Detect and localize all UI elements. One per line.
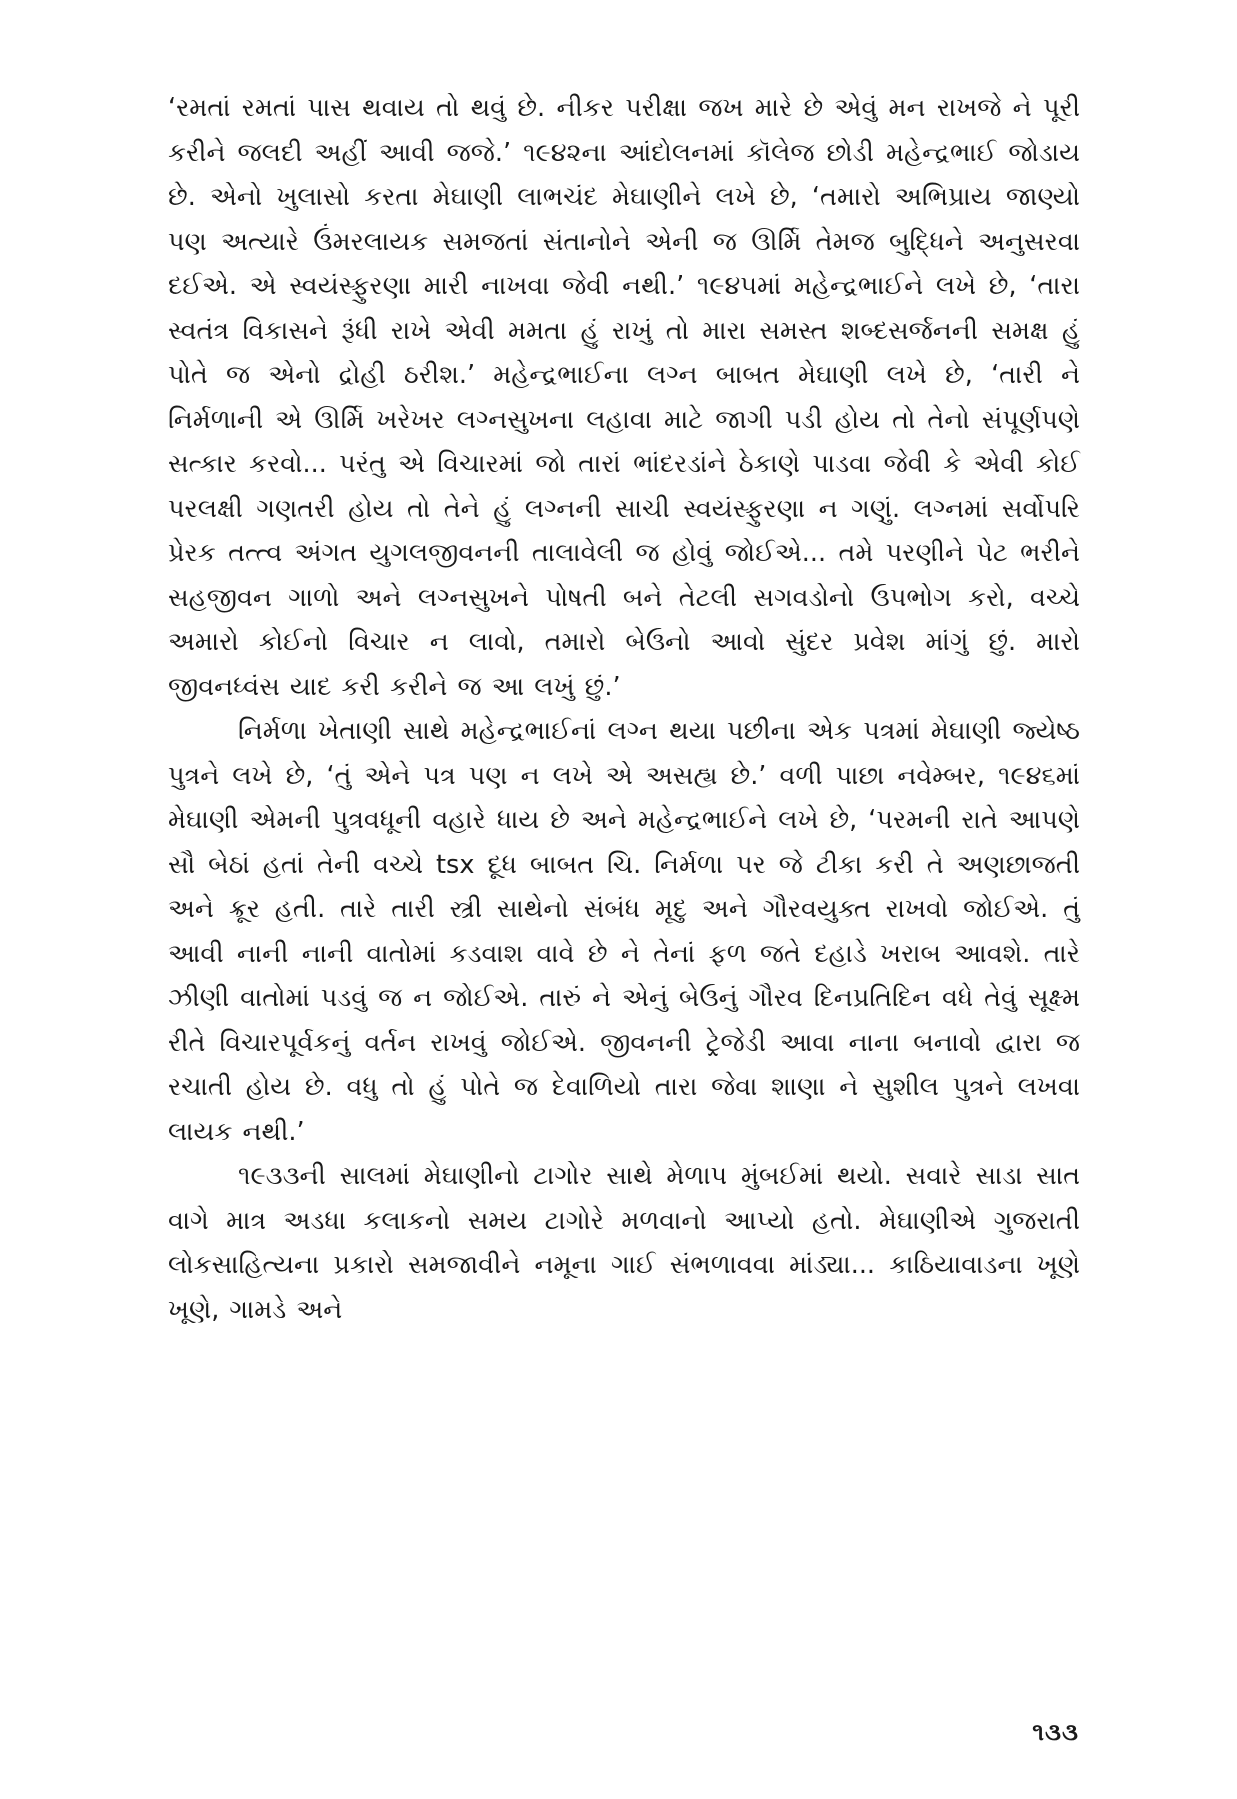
body-text xyxy=(168,86,1080,1332)
paragraph-2: નિર્મળા ખેતાણી સાથે મહેન્દ્રભાઈનાં લગ્ન થયા પછીના એક પત્રમાં મેઘાણી જ્યેષ્ઠ પુત્રને લખે છે, ‘તું એને પત્ર પણ ન લખે એ અસહ્ય છે.’ વળી પાછા નવેમ્બર, ૧૯૪૬માં મેઘાણી એમની પુત્રવધૂની વહારે ધાય છે અને મહેન્દ્રભાઈને લખે છે, ‘પરમની રાતે આપણે સૌ બેઠાં હતાં તેની વચ્ચે tsx દૂધ બાબત ચિ. નિર્મળા પર જે ટીકા કરી તે અણછાજતી અને ક્રૂર હતી. તારે તારી સ્ત્રી સાથેનો સંબંધ મૃદુ અને ગૌરવયુક્ત રાખવો જોઈએ. તું આવી નાની નાની વાતોમાં કડવાશ વાવે છે ને તેનાં ફળ જતે દહાડે ખરાબ આવશે. તારે ઝીણી વાતોમાં પડવું જ ન જોઈએ. તારું ને એનું બેઉનું ગૌરવ દિનપ્રતિદિન વધે તેવું સૂક્ષ્મ રીતે વિચારપૂર્વકનું વર્તન રાખવું જોઈએ. જીવનની ટ્રેજેડી આવા નાના બનાવો દ્વારા જ રચાતી હોય છે. વધુ તો હું પોતે જ દેવાળિયો તારા જેવા શાણા ને સુશીલ પુત્રને લખવા લાયક નથી.’ xyxy=(168,716,1080,1147)
paragraph-1: ‘રમતાં રમતાં પાસ થવાય તો થવું છે. નીકર પરીક્ષા જખ મારે છે એવું મન રાખજે ને પૂરી કરીને જલદી અહીં આવી જજે.’ ૧૯૪૨ના આંદોલનમાં કૉલેજ છોડી મહેન્દ્રભાઈ જોડાય છે. એનો ખુલાસો કરતા મેઘાણી લાભચંદ મેઘાણીને લખે છે, ‘તમારો અભિપ્રાય જાણ્યો પણ અત્યારે ઉંમરલાયક સમજતાં સંતાનોને એની જ ઊર્મિ તેમજ બુદ્ધિને અનુસરવા દઈએ. એ સ્વયંસ્ફુરણા મારી નાખવા જેવી નથી.’ ૧૯૪૫માં મહેન્દ્રભાઈને લખે છે, ‘તારા સ્વતંત્ર વિકાસને રૂંધી રાખે એવી મમતા હું રાખું તો મારા સમસ્ત શબ્દસર્જનની સમક્ષ હું પોતે જ એનો દ્રોહી ઠરીશ.’ મહેન્દ્રભાઈના લગ્ન બાબત મેઘાણી લખે છે, ‘તારી ને નિર્મળાની એ ઊર્મિ ખરેખર લગ્નસુખના લહાવા માટે જાગી પડી હોય તો તેનો સંપૂર્ણપણે સત્કાર કરવો... પરંતુ એ વિચારમાં જો તારાં ભાંદરડાંને ઠેકાણે પાડવા જેવી કે એવી કોઈ પરલક્ષી ગણતરી હોય તો તેને હું લગ્નની સાચી સ્વયંસ્ફુરણા ન ગણું. લગ્નમાં સર્વોપરિ પ્રેરક તત્ત્વ અંગત યુગલજીવનની તાલાવેલી જ હોવું જોઈએ... તમે પરણીને પેટ ભરીને સહજીવન ગાળો અને લગ્નસુખને પોષતી બને તેટલી સગવડોનો ઉપભોગ કરો, વચ્ચે અમારો કોઈનો વિચાર ન લાવો, તમારો બેઉનો આવો સુંદર પ્રવેશ માંગું છું. મારો જીવનધ્વંસ યાદ કરી કરીને જ આ લખું છું.’ xyxy=(168,93,1080,702)
page-number: ૧૩૩ xyxy=(1032,1718,1079,1746)
paragraph-3: ૧૯૩૩ની સાલમાં મેઘાણીનો ટાગોર સાથે મેળાપ મુંબઈમાં થયો. સવારે સાડા સાત વાગે માત્ર અડધા કલાકનો સમય ટાગોરે મળવાનો આપ્યો હતો. મેઘાણીએ ગુજરાતી લોકસાહિત્યના પ્રકારો સમજાવીને નમૂના ગાઈ સંભળાવવા માંડ્યા... કાઠિયાવાડના ખૂણે ખૂણે, ગામડે અને xyxy=(168,1161,1080,1325)
